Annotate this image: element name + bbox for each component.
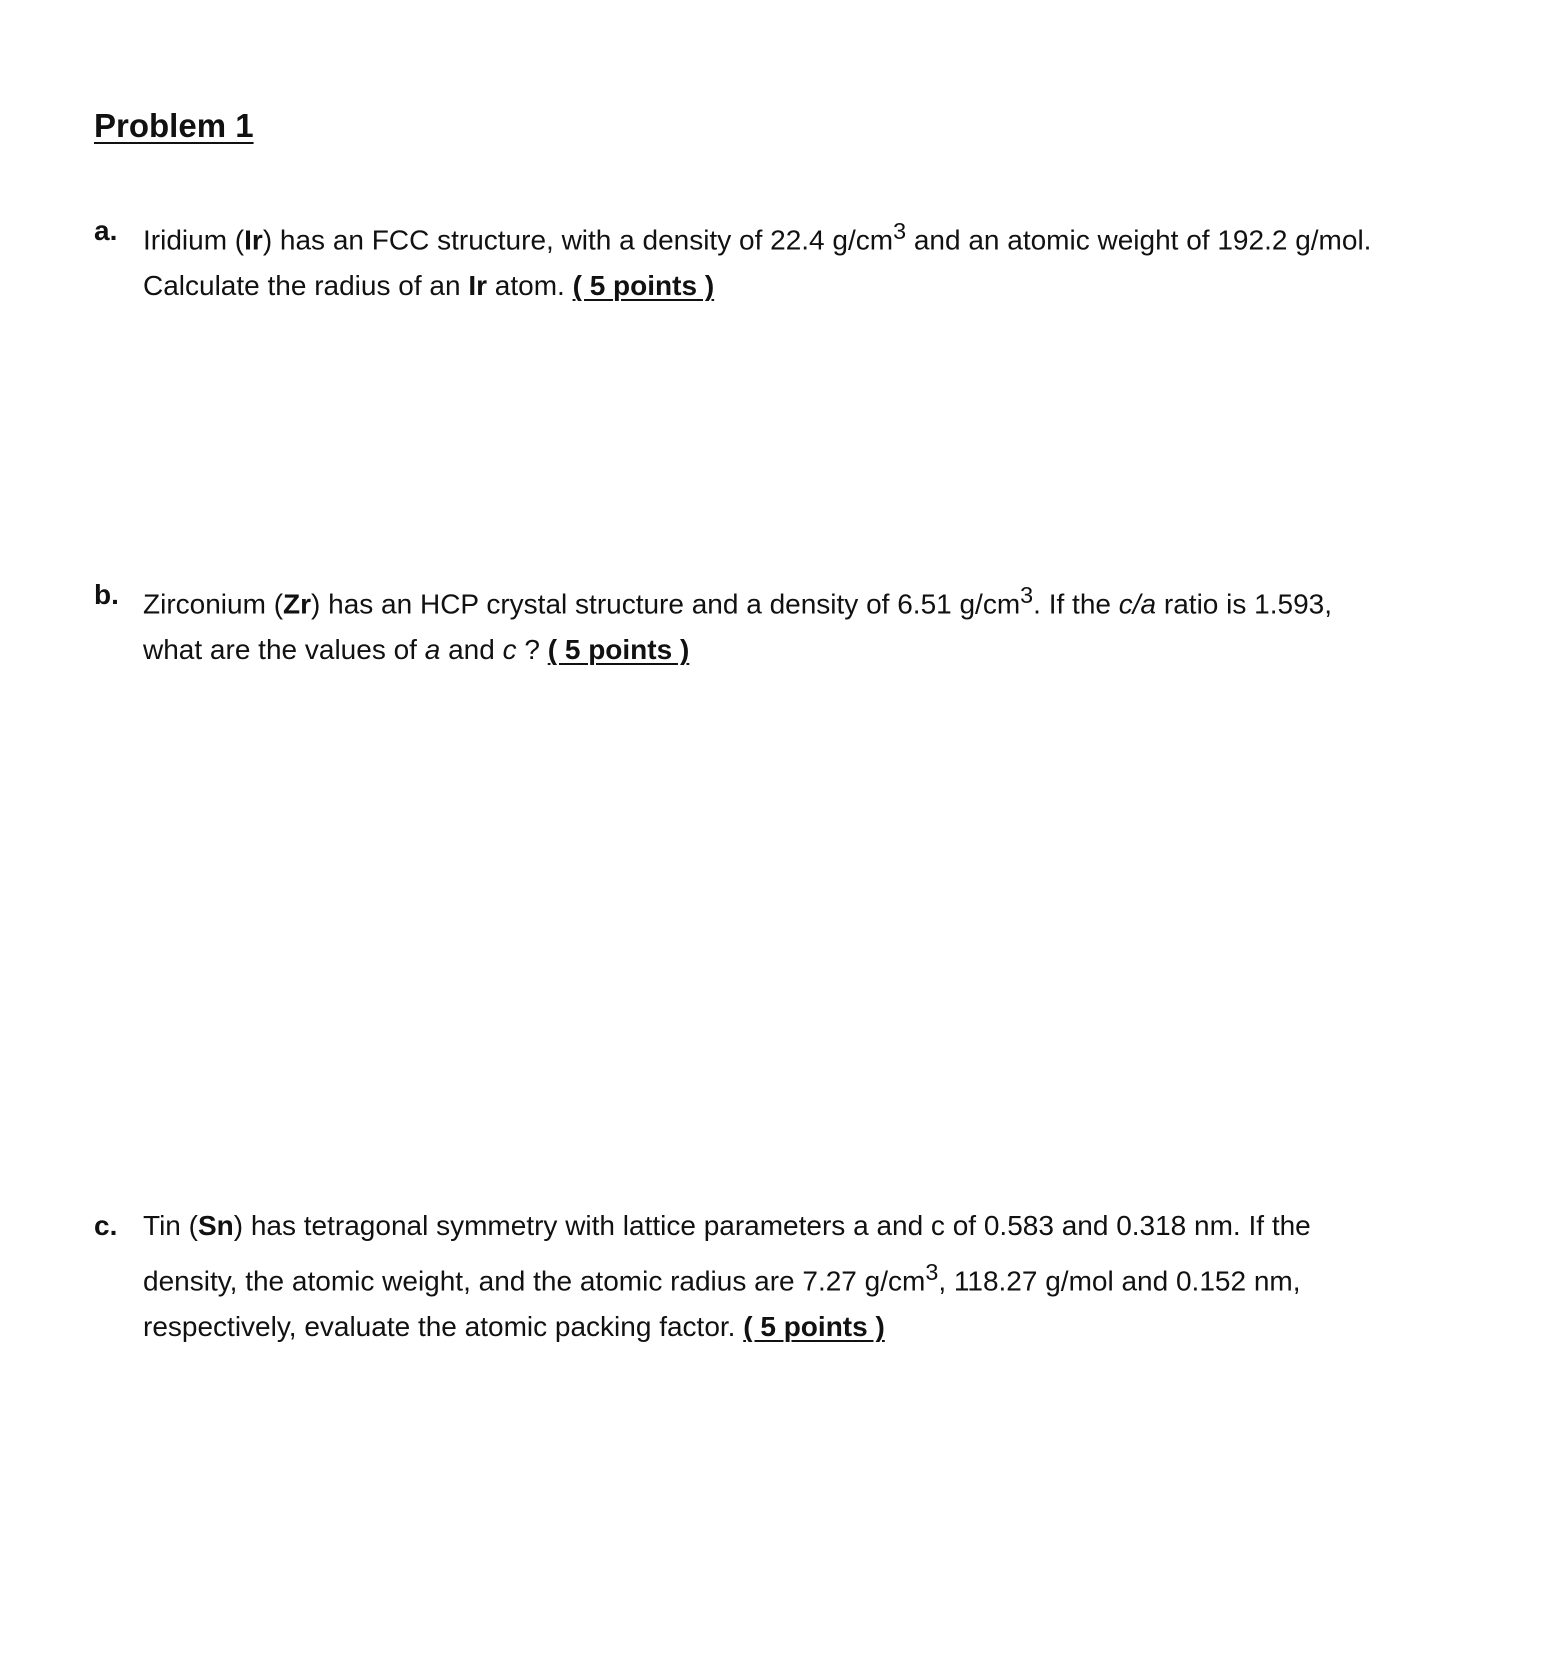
problem-c-text: Tin (Sn) has tetragonal symmetry with lattice parameters a and c of 0.583 and 0.318 nm. If the density, the atomic weight, and the atomic radius are 7.27 $g/cm^3$, 118.27 g/mol and 0.152 nm, respectively, evaluate the atomic packing factor. ( 5 points ) [143, 1210, 1311, 1343]
element-symbol: Sn [197, 1210, 234, 1241]
variable-a: a [424, 634, 441, 666]
element-symbol: Ir [244, 224, 263, 256]
points-label: ( 5 points ) [572, 270, 715, 302]
points-label: ( 5 points ) [547, 634, 690, 666]
problem-a [94, 208, 1394, 309]
superscript: 3 [893, 218, 907, 244]
problem-a-marker: a. [94, 215, 118, 246]
points-label: ( 5 points ) [743, 1311, 885, 1343]
problem-c-marker: c. [94, 1210, 118, 1241]
element-symbol: Zr [283, 588, 312, 620]
problem-a-text: Iridium (Ir) has an FCC structure, with a density of 22.4 $g/cm^3$ and an atomic weight of 192.2 g/mol. Calculate the radius of an Ir atom. ( 5 points ) [143, 218, 1372, 302]
problem-c [94, 1203, 1394, 1350]
variable-c: c [502, 634, 517, 666]
problem-b-text: Zirconium (Zr) has an HCP crystal structure and a density of 6.51 $g/cm^3$. If the c/a ratio is 1.593, what are the values of a and c ? ( 5 points ) [143, 582, 1332, 666]
superscript: 3 [1020, 582, 1034, 608]
ratio-variable: c/a [1118, 588, 1157, 620]
element-symbol: Ir [468, 270, 487, 302]
page-title: Problem 1 [94, 107, 254, 144]
problem-b [94, 572, 1394, 673]
superscript: 3 [925, 1259, 939, 1285]
problem-b-marker: b. [94, 579, 119, 610]
